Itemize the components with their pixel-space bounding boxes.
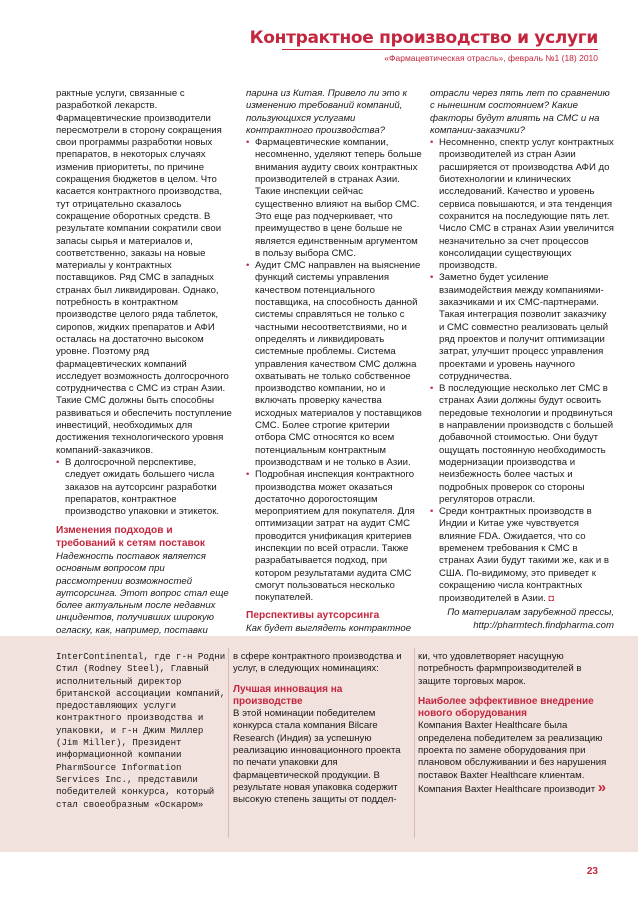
band-paragraph: В этой номинации победителем конкурса стала компания Bilcare Research (Индия) за успешную реализацию инновационного проекта по печати упаковки для фармацевтической продукции. В результате новая упаковка содержит высокую степень защиты от поддел- [233, 708, 401, 806]
end-of-article-icon: ◘ [548, 593, 555, 604]
band-paragraph: в сфере контрактного производства и услуг, в следующих номинациях: [233, 651, 402, 675]
bullet-paragraph: • Заметно будет усиление взаимодействия между компаниями-заказчиками и их СМС-партнерами. Такая интеграция позволит заказчику и СМС совместно реализовать целый ряд проектов и получит оптимизации затрат, улучшит процесс управления проектами и уровень научного сотрудничества. [430, 272, 614, 383]
subheading-outsourcing-outlook: Перспективы аутсорсинга [246, 610, 380, 622]
paragraph: рактные услуги, связанные с разработкой лекарств. Фармацевтические производители пересмотрели в сторону сокращения свои программы разработки новых препаратов, в некоторых случаях изменив приоритеты, по причине сокращения бюджетов в целом. Что касается контрактного производства, тут отрицательно сказалось сокращение оборотных средств. В результате компании сократили свои запасы сырья и материалов и, соответственно, заказы на новые материалы у контрактных поставщиков. Ряд СМС в западных странах был ликвидирован. Однако, потребность в контрактном производстве целого ряда таблеток, сиропов, жидких препаратов и АФИ осталась на достаточно высоком уровне. Поэтому ряд фармацевтических компаний исследует возможность долгосрочного сотрудничества с СМС из стран Азии. Такие СМС должны быть способны развиваться и обеспечить поступление инвестиций, необходимых для достижения технологического уровня компаний-заказчиков. [56, 88, 232, 456]
award-heading-equipment: Наиболее эффективное внедрение нового оборудования [418, 695, 594, 720]
question-paragraph: Надежность поставок является основным вопросом при рассмотрении возможностей аутсорсинга. Этот вопрос стал еще более актуальным после недавних инцидентов, получивших широкую огласку, как, например, поставки [56, 550, 229, 636]
column-divider [228, 648, 229, 838]
page-number: 23 [586, 866, 598, 877]
band-paragraph [418, 720, 614, 796]
bullet-paragraph [430, 506, 614, 605]
continue-arrow-icon: » [597, 778, 607, 796]
subheading-supply-chains: Изменения подходов и требований к сетям поставок [56, 525, 206, 550]
bullet-paragraph: • Аудит СМС направлен на выяснение функций системы управления качеством потенциального поставщика, на способность данной системы справляться не только с частными несоответствиями, но и определять и ликвидировать системные проблемы. Система управления качеством СМС должна охватывать не только собственное производство компании, но и включать проверку качества исходных материалов у поставщиков СМС. Более строгие критерии отбора СМС относятся ко всем потенциальным контрактным производствам и не только в Азии. [246, 260, 423, 469]
band-column-2 [233, 651, 413, 807]
section-title: Контрактное производство и услуги [249, 28, 598, 48]
source-url: http://pharmtech.findpharma.com [473, 619, 614, 631]
column-2 [246, 88, 423, 648]
column-3 [430, 88, 614, 632]
question-paragraph: парина из Китая. Привело ли это к изменению требований компаний, пользующихся услугами контрактного производства? [246, 88, 408, 136]
issue-line: «Фармацевтическая отрасль», февраль №1 (18) 2010 [384, 53, 598, 63]
band-text: Компания Baxter Healthcare была определена победителем за реализацию проекта по замене оборудования при плановом обслуживании и без нарушения поставок Baxter Healthcare клиентам. Компания Baxter Healthcare производит [418, 720, 607, 795]
header-rule [282, 49, 598, 50]
bullet-paragraph: • Подробная инспекция контрактного производства может оказаться достаточно дорогостоящим мероприятием для покупателя. Для оптимизации затрат на аудит СМС проводится унификация критериев инспекции по всей отрасли. Также разрабатывается подход, при котором результатами аудита СМС смогут пользоваться несколько покупателей. [246, 469, 423, 604]
band-column-1 [56, 651, 226, 811]
band-paragraph: InterContinental, где г-н Родни Стил (Rodney Steel), Главный исполнительный директор британской ассоциации компаний, предоставляющих услуги контрактного производства и упаковки, и г-н Джим Миллер (Jim Miller), Президент информационной компании PharmSource Information Services Inc., представили победителей конкурса, который стал своеобразным «Оскаром» [56, 651, 226, 810]
question-paragraph: отрасли через пять лет по сравнению с нынешним состоянием? Какие факторы будут влиять на СМС и на компании-заказчики? [430, 88, 610, 136]
column-1 [56, 88, 232, 649]
bullet-paragraph: • Несомненно, спектр услуг контрактных производителей из стран Азии расширяется от производства АФИ до биотехнологии и клинических исследований. Качество и уровень сервиса повышаются, и эта тенденция сохранится на последующие пять лет. Число СМС в странах Азии увеличится незначительно за счет процессов консолидации существующих производств. [430, 137, 614, 272]
column-divider [414, 648, 415, 838]
question-paragraph: Как будет выглядеть контрактное [246, 623, 412, 635]
band-paragraph: ки, что удовлетворяет насущную потребность фармпроизводителей в защите торговых марок. [418, 651, 582, 687]
bullet-paragraph: • В последующие несколько лет СМС в странах Азии должны будут освоить передовые технологии и продвинуться в направлении производств с большей добавочной стоимостью. Они будут ощущать постоянную необходимость модернизации производства и неизбежность более частых и подробных проверок со стороны регуляторов отрасли. [430, 383, 614, 506]
bullet-text: Среди контрактных производств в Индии и Китае уже чувствуется влияние FDA. Ожидается, что со временем требования к СМС в странах Азии будут такими же, как и в США. По-видимому, это приведет к сокращению числа контрактных производителей в Азии. [439, 506, 609, 605]
bullet-paragraph: • Фармацевтические компании, несомненно, уделяют теперь больше внимания аудиту своих контрактных производителей в странах Азии. Такие инспекции сейчас существенно влияют на выбор СМС. Это еще раз подчеркивает, что преимущество в цене больше не является единственным аргументом в пользу выбора СМС. [246, 137, 423, 260]
bullet-paragraph: • В долгосрочной перспективе, следует ожидать большего числа заказов на аутсорсинг разработки препаратов, контрактное производство упаковки и этикеток. [56, 457, 232, 518]
band-column-3 [418, 651, 614, 796]
source-line: По материалам зарубежной прессы, [447, 607, 614, 619]
award-heading-innovation: Лучшая инновация на производстве [233, 683, 343, 707]
